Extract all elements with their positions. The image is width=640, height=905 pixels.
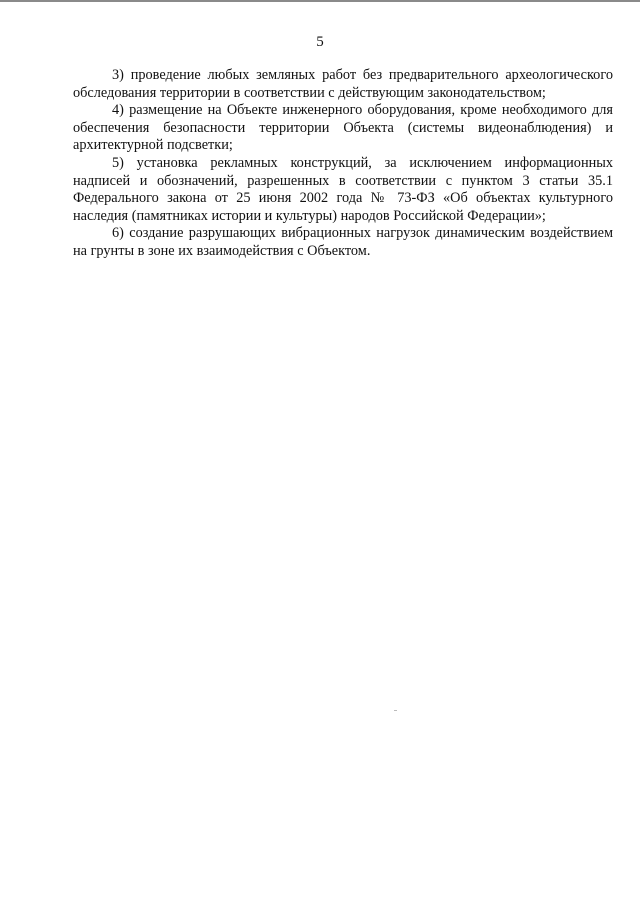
scan-speck [394, 710, 397, 711]
paragraph-item-4: 4) размещение на Объекте инженерного оборудования, кроме необходимого для обеспечения безопасности территории Объекта (системы видеонаблюдения) и архитектурной подсветки; [73, 102, 613, 154]
paragraph-item-3: 3) проведение любых земляных работ без предварительного археологического обследования территории в соответствии с действующим законодательством; [73, 67, 613, 101]
paragraph-item-5: 5) установка рекламных конструкций, за исключением информационных надписей и обозначений, разрешенных в соответствии с пунктом 3 статьи 35.1 Федерального закона от 25 июня 2002 года № 73-ФЗ «Об объектах культурного наследия (памятниках истории и культуры) народов Российской Федерации»; [73, 154, 613, 224]
paragraph-item-6: 6) создание разрушающих вибрационных нагрузок динамическим воздействием на грунты в зоне их взаимодействия с Объектом. [73, 225, 613, 259]
scan-top-edge [0, 0, 640, 2]
document-body [73, 67, 613, 261]
page-number: 5 [316, 34, 324, 50]
